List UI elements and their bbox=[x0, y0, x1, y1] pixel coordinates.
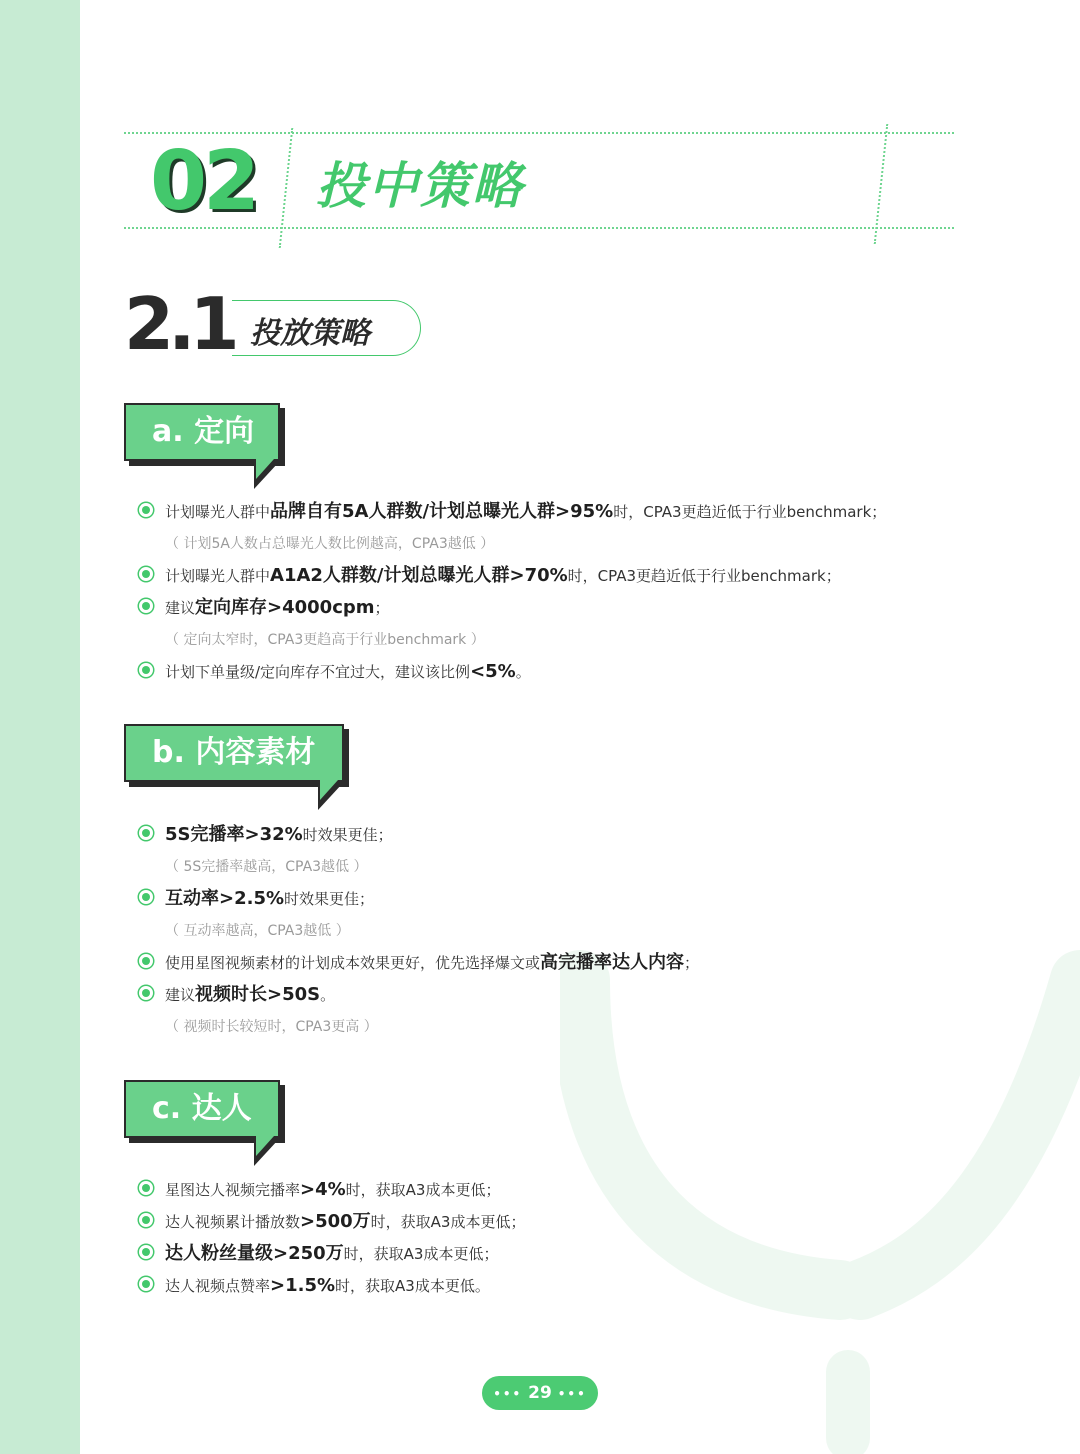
item-text: 达人视频累计播放数 bbox=[165, 1213, 301, 1231]
tag-label: c. 达人 bbox=[152, 1091, 252, 1126]
list-item bbox=[140, 560, 886, 592]
bullet-icon bbox=[142, 1280, 150, 1288]
item-text: 时，获取A3成本更低。 bbox=[335, 1277, 490, 1295]
item-text: 使用星图视频素材的计划成本效果更好，优先选择爆文或 bbox=[165, 954, 541, 972]
item-highlight: 品牌自有5A人群数/计划总曝光人群>95% bbox=[270, 501, 614, 522]
content-material-list bbox=[140, 819, 699, 1043]
section-title: 投放策略 bbox=[250, 316, 370, 351]
item-note: （ 定向太窄时，CPA3更趋高于行业benchmark ） bbox=[165, 632, 485, 648]
item-text: ； bbox=[374, 599, 390, 617]
item-highlight: <5% bbox=[470, 661, 516, 682]
item-text: 达人视频点赞率 bbox=[165, 1277, 271, 1295]
bullet-icon bbox=[142, 666, 150, 674]
item-note: （ 计划5A人数占总曝光人数比例越高，CPA3越低 ） bbox=[165, 536, 495, 552]
tag-content-material bbox=[124, 724, 344, 782]
list-item bbox=[140, 947, 699, 979]
tag-influencer bbox=[124, 1080, 280, 1138]
tag-label: a. 定向 bbox=[152, 414, 255, 449]
tag-tail-fill bbox=[320, 780, 338, 800]
item-text: 时，获取A3成本更低； bbox=[370, 1213, 526, 1231]
bullet-icon bbox=[142, 893, 150, 901]
item-highlight: 视频时长>50S bbox=[195, 984, 321, 1005]
item-text: 计划曝光人群中 bbox=[165, 503, 271, 521]
item-text: 时效果更佳； bbox=[302, 826, 393, 844]
bullet-icon bbox=[142, 1184, 150, 1192]
list-item bbox=[140, 1270, 525, 1302]
list-item bbox=[140, 819, 699, 851]
dots-icon: ••• bbox=[557, 1387, 587, 1401]
bullet-icon bbox=[142, 957, 150, 965]
right-dotted-line bbox=[874, 124, 889, 244]
item-highlight: 高完播率达人内容 bbox=[540, 952, 685, 973]
chapter-title: 投中策略 bbox=[316, 157, 524, 215]
tag-tail-fill bbox=[256, 1136, 274, 1156]
item-highlight: 达人粉丝量级>250万 bbox=[165, 1243, 344, 1264]
item-note: （ 视频时长较短时，CPA3更高 ） bbox=[165, 1019, 378, 1035]
dots-icon: ••• bbox=[493, 1387, 523, 1401]
item-note: （ 互动率越高，CPA3越低 ） bbox=[165, 923, 350, 939]
list-item bbox=[140, 1238, 525, 1270]
list-item bbox=[140, 979, 699, 1011]
targeting-list bbox=[140, 496, 886, 688]
item-highlight: >4% bbox=[300, 1179, 346, 1200]
item-text: 时，CPA3更趋近低于行业benchmark； bbox=[567, 567, 841, 585]
item-text: 计划下单量级/定向库存不宜过大，建议该比例 bbox=[165, 663, 471, 681]
bullet-icon bbox=[142, 570, 150, 578]
item-text: 星图达人视频完播率 bbox=[165, 1181, 301, 1199]
list-item bbox=[140, 1174, 525, 1206]
bullet-icon bbox=[142, 829, 150, 837]
bullet-icon bbox=[142, 989, 150, 997]
item-text: 建议 bbox=[165, 599, 196, 617]
item-note: （ 5S完播率越高，CPA3越低 ） bbox=[165, 859, 368, 875]
list-item bbox=[140, 656, 886, 688]
tag-label: b. 内容素材 bbox=[152, 735, 316, 770]
item-highlight: 定向库存>4000cpm bbox=[195, 597, 375, 618]
bullet-icon bbox=[142, 506, 150, 514]
item-text: 计划曝光人群中 bbox=[165, 567, 271, 585]
list-item bbox=[140, 592, 886, 624]
item-highlight: 5S完播率>32% bbox=[165, 824, 303, 845]
item-text: 。 bbox=[515, 663, 531, 681]
tag-targeting bbox=[124, 403, 280, 461]
item-highlight: >1.5% bbox=[270, 1275, 336, 1296]
divider-dotted-line bbox=[279, 128, 294, 248]
item-text: 时效果更佳； bbox=[284, 890, 375, 908]
influencer-list bbox=[140, 1174, 525, 1302]
page-number-badge bbox=[482, 1376, 598, 1410]
list-item bbox=[140, 496, 886, 528]
item-text: 时，CPA3更趋近低于行业benchmark； bbox=[613, 503, 887, 521]
item-highlight: >500万 bbox=[300, 1211, 371, 1232]
bullet-icon bbox=[142, 1248, 150, 1256]
item-text: 时，获取A3成本更低； bbox=[343, 1245, 499, 1263]
list-item bbox=[140, 1206, 525, 1238]
list-item bbox=[140, 883, 699, 915]
tag-tail-fill bbox=[256, 459, 274, 479]
item-text: 建议 bbox=[165, 986, 196, 1004]
item-highlight: 互动率>2.5% bbox=[165, 888, 285, 909]
section-number: 2.1 bbox=[124, 282, 234, 366]
item-highlight: A1A2人群数/计划总曝光人群>70% bbox=[270, 565, 568, 586]
item-text: ； bbox=[684, 954, 700, 972]
bullet-icon bbox=[142, 1216, 150, 1224]
item-text: 。 bbox=[320, 986, 336, 1004]
item-text: 时，获取A3成本更低； bbox=[345, 1181, 501, 1199]
chapter-number: 02 bbox=[150, 134, 257, 229]
page-number: 29 bbox=[528, 1383, 552, 1403]
left-decor-band bbox=[0, 0, 80, 1454]
bullet-icon bbox=[142, 602, 150, 610]
